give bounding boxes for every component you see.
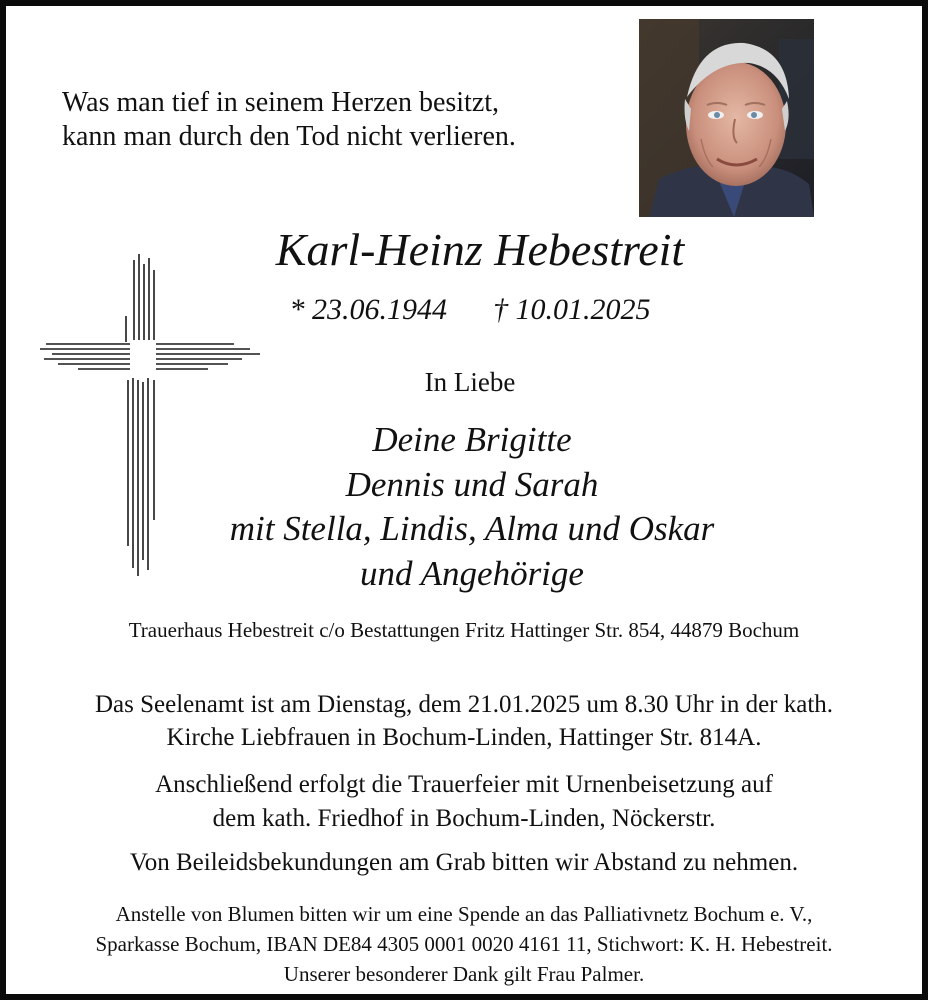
donation-line-1: Anstelle von Blumen bitten wir um eine Spende an das Palliativnetz Bochum e. V., — [115, 902, 813, 926]
mourning-house-address: Trauerhaus Hebestreit c/o Bestattungen Fritz Hattinger Str. 854, 44879 Bochum — [128, 618, 800, 642]
mourner-line: mit Stella, Lindis, Alma und Oskar — [229, 509, 715, 548]
burial-info — [20, 768, 908, 836]
burial-line-2: dem kath. Friedhof in Bochum-Linden, Nöckerstr. — [212, 805, 716, 832]
donation-line-3: Unserer besonderer Dank gilt Frau Palmer. — [283, 962, 645, 986]
requiem-info — [20, 688, 908, 754]
quote-line-1: Was man tief in seinem Herzen besitzt, — [62, 87, 500, 118]
requiem-line-2: Kirche Liebfrauen in Bochum-Linden, Hattinger Str. 814A. — [166, 724, 762, 751]
mourner-line: Deine Brigitte — [372, 420, 572, 459]
donation-line-2: Sparkasse Bochum, IBAN DE84 4305 0001 0020 4161 11, Stichwort: K. H. Hebestreit. — [95, 932, 833, 956]
mourner-line: und Angehörige — [360, 553, 584, 593]
deceased-name: Karl-Heinz Hebestreit — [275, 224, 685, 275]
death-date: † 10.01.2025 — [493, 293, 651, 326]
birth-date: * 23.06.1944 — [289, 293, 447, 326]
quote-line-2: kann man durch den Tod nicht verlieren. — [62, 121, 516, 152]
burial-line-1: Anschließend erfolgt die Trauerfeier mit Urnenbeisetzung auf — [155, 771, 773, 798]
mourners-list — [150, 418, 794, 596]
condolence-note — [20, 845, 908, 881]
portrait-photo — [639, 19, 814, 217]
memorial-quote — [62, 86, 602, 154]
donation-info — [12, 899, 916, 989]
requiem-line-1: Das Seelenamt ist am Dienstag, dem 21.01.2025 um 8.30 Uhr in der kath. — [94, 691, 834, 718]
portrait-photo-image — [639, 19, 814, 217]
condolence-line: Von Beileidsbekundungen am Grab bitten wir Abstand zu nehmen. — [129, 849, 799, 876]
in-love-label: In Liebe — [424, 367, 516, 397]
life-dates — [200, 290, 740, 330]
mourner-line: Dennis und Sarah — [345, 464, 599, 504]
